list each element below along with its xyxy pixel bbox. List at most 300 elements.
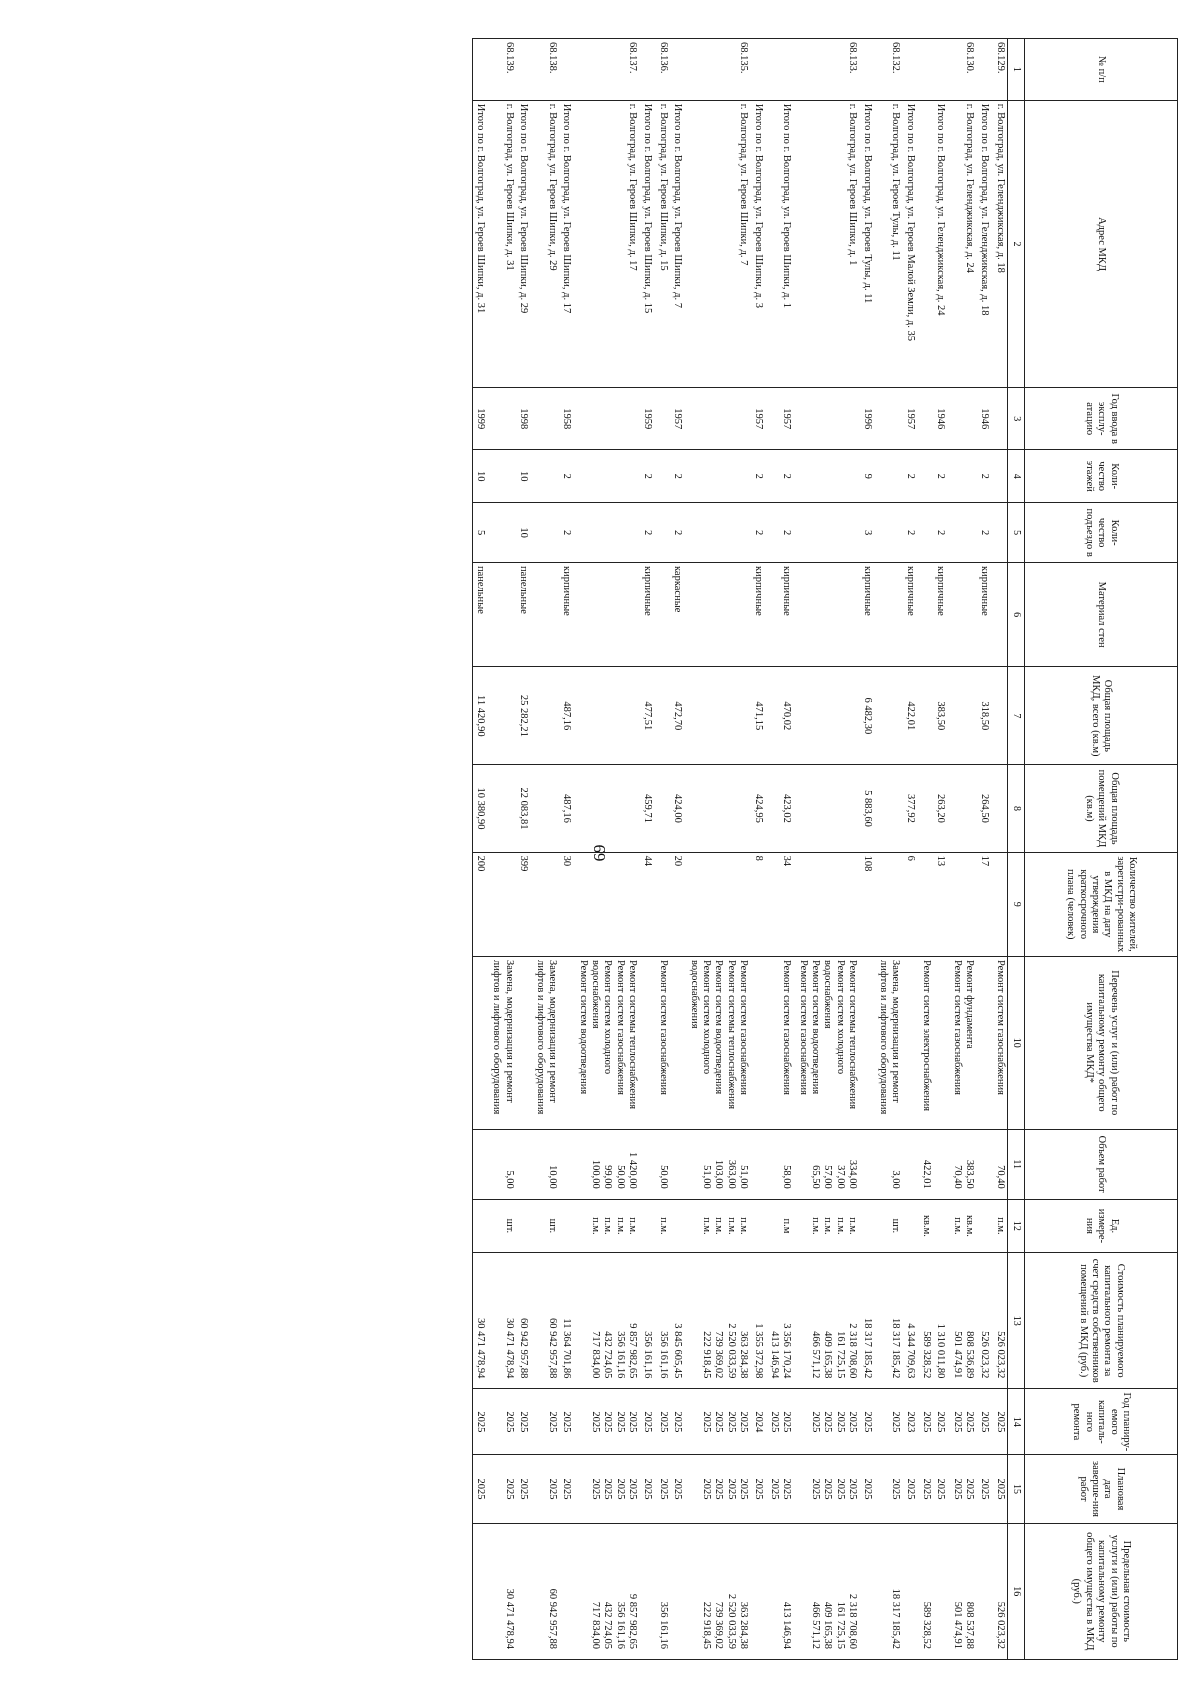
column-header: Ед. измере-ния xyxy=(1025,1199,1178,1252)
year-built-cell: 1957 xyxy=(670,388,686,450)
entrances-cell xyxy=(656,503,670,563)
column-header: Количество жителей, зарегистри-рованных в МКД на дату утверждения краткосрочного плана (человек) xyxy=(1025,852,1178,956)
premises-area-cell: 487,16 xyxy=(559,765,575,852)
planned-year-cell: 2025 xyxy=(559,1389,575,1455)
unit-cell: п.м. п.м. п.м. п.м. xyxy=(686,1199,750,1252)
entrances-cell xyxy=(795,503,859,563)
wall-material-cell: каркасные xyxy=(670,562,686,666)
planned-year-cell: 2025 2025 2025 2025 xyxy=(795,1389,859,1455)
residents-cell: 17 xyxy=(976,852,992,956)
table-header xyxy=(1008,39,1178,1660)
column-number: 11 xyxy=(1008,1129,1025,1199)
wall-material-cell xyxy=(950,562,977,666)
column-number: 5 xyxy=(1008,503,1025,563)
residents-cell xyxy=(919,852,933,956)
planned-year-cell: 2025 2025 2025 2025 xyxy=(686,1389,750,1455)
completion-date-cell: 2025 xyxy=(876,1455,903,1523)
floors-cell xyxy=(876,450,903,503)
work-volume-cell: 50,00 xyxy=(656,1129,670,1199)
total-area-cell xyxy=(795,667,859,765)
planned-year-cell: 2025 xyxy=(876,1389,903,1455)
planned-year-cell: 2025 xyxy=(919,1389,933,1455)
completion-date-cell: 2025 xyxy=(859,1455,875,1523)
year-built-cell xyxy=(532,388,559,450)
residents-cell xyxy=(489,852,516,956)
wall-material-cell xyxy=(876,562,903,666)
floors-cell: 10 xyxy=(516,450,532,503)
year-built-cell: 1957 xyxy=(750,388,766,450)
row-number-cell: 68.139. xyxy=(489,39,516,101)
column-header: № п/п xyxy=(1025,39,1178,101)
planned-year-cell: 2023 xyxy=(902,1389,918,1455)
column-number: 1 xyxy=(1008,39,1025,101)
total-row xyxy=(472,39,489,1660)
premises-area-cell xyxy=(575,765,639,852)
entrances-cell: 2 xyxy=(559,503,575,563)
work-volume-cell xyxy=(670,1129,686,1199)
total-area-cell xyxy=(489,667,516,765)
entrances-cell: 2 xyxy=(767,503,796,563)
work-volume-cell: 58,00 xyxy=(767,1129,796,1199)
residents-cell xyxy=(656,852,670,956)
works-list-cell xyxy=(859,956,875,1129)
entrances-cell: 2 xyxy=(750,503,766,563)
total-row xyxy=(976,39,992,1660)
premises-area-cell: 459,71 xyxy=(639,765,655,852)
premises-area-cell xyxy=(919,765,933,852)
row-number-cell: 68.135. xyxy=(686,39,750,101)
unit-cell xyxy=(750,1199,766,1252)
entrances-cell: 2 xyxy=(976,503,992,563)
unit-cell xyxy=(859,1199,875,1252)
work-volume-cell xyxy=(472,1129,489,1199)
planned-cost-cell: 1 355 372,98 xyxy=(750,1253,766,1389)
premises-area-cell: 10 380,90 xyxy=(472,765,489,852)
residents-cell: 108 xyxy=(859,852,875,956)
address-cell: г. Волгоград, ул. Героев Шипки, д. 31 xyxy=(489,100,516,388)
planned-cost-cell: 30 471 478,94 xyxy=(472,1253,489,1389)
table-row xyxy=(950,39,977,1660)
works-list-cell xyxy=(516,956,532,1129)
year-built-cell xyxy=(489,388,516,450)
column-number: 13 xyxy=(1008,1253,1025,1389)
row-number-cell: 68.138. xyxy=(532,39,559,101)
year-built-cell: 1999 xyxy=(472,388,489,450)
planned-cost-cell: 11 364 701,86 xyxy=(559,1253,575,1389)
address-cell: Итого по г. Волгоград, ул. Героев Шипки, д. 7 xyxy=(670,100,686,388)
premises-area-cell: 264,50 xyxy=(976,765,992,852)
planned-year-cell: 2025 xyxy=(933,1389,949,1455)
table-row xyxy=(489,39,516,1660)
column-number: 3 xyxy=(1008,388,1025,450)
total-area-cell: 470,02 xyxy=(767,667,796,765)
limit-cost-cell xyxy=(902,1523,918,1659)
total-area-cell xyxy=(876,667,903,765)
total-area-cell: 477,51 xyxy=(639,667,655,765)
works-list-cell: Замена, модернизация и ремонт лифтов и лифтового оборудования xyxy=(489,956,516,1129)
table-row xyxy=(656,39,670,1660)
total-row xyxy=(859,39,875,1660)
table-row xyxy=(532,39,559,1660)
completion-date-cell: 2025 2025 2025 2025 xyxy=(795,1455,859,1523)
wall-material-cell xyxy=(489,562,516,666)
column-header: Материал стен xyxy=(1025,562,1178,666)
row-number-cell xyxy=(767,39,796,101)
column-number: 7 xyxy=(1008,667,1025,765)
premises-area-cell xyxy=(993,765,1008,852)
works-list-cell: Замена, модернизация и ремонт лифтов и лифтового оборудования xyxy=(876,956,903,1129)
row-number-cell: 68.132. xyxy=(876,39,903,101)
total-row xyxy=(902,39,918,1660)
year-built-cell: 1998 xyxy=(516,388,532,450)
entrances-cell: 10 xyxy=(516,503,532,563)
works-list-cell: Замена, модернизация и ремонт лифтов и лифтового оборудования xyxy=(532,956,559,1129)
column-number: 4 xyxy=(1008,450,1025,503)
wall-material-cell xyxy=(795,562,859,666)
premises-area-cell xyxy=(686,765,750,852)
column-header: Объем работ xyxy=(1025,1129,1178,1199)
total-area-cell xyxy=(656,667,670,765)
column-header: Предельная стоимость услуги и (или) работы по капитальному ремонту общего имущества в МКД (руб.) xyxy=(1025,1523,1178,1659)
wall-material-cell: кирпичные xyxy=(767,562,796,666)
row-number-cell: 68.133. xyxy=(795,39,859,101)
total-area-cell xyxy=(919,667,933,765)
total-row xyxy=(639,39,655,1660)
total-area-cell: 6 482,30 xyxy=(859,667,875,765)
total-area-cell: 487,16 xyxy=(559,667,575,765)
planned-cost-cell: 18 317 185,42 xyxy=(859,1253,875,1389)
limit-cost-cell xyxy=(750,1523,766,1659)
floors-cell: 9 xyxy=(859,450,875,503)
premises-area-cell: 377,92 xyxy=(902,765,918,852)
wall-material-cell: панельные xyxy=(516,562,532,666)
limit-cost-cell: 356 161,16 xyxy=(656,1523,670,1659)
limit-cost-cell xyxy=(559,1523,575,1659)
work-volume-cell xyxy=(639,1129,655,1199)
planned-cost-cell: 3 845 605,45 xyxy=(670,1253,686,1389)
row-number-cell: 68.137. xyxy=(575,39,639,101)
work-volume-cell: 70,40 xyxy=(993,1129,1008,1199)
address-cell: Итого по г. Волгоград, ул. Героев Малой Земли, д. 35 xyxy=(902,100,918,388)
unit-cell xyxy=(976,1199,992,1252)
completion-date-cell: 2025 2025 xyxy=(950,1455,977,1523)
table-body xyxy=(472,39,1007,1660)
premises-area-cell xyxy=(876,765,903,852)
address-cell: Итого по г. Волгоград, ул. Героев Шипки, д. 1 xyxy=(767,100,796,388)
wall-material-cell xyxy=(993,562,1008,666)
row-number-cell xyxy=(750,39,766,101)
year-built-cell xyxy=(993,388,1008,450)
work-volume-cell: 383,50 70,40 xyxy=(950,1129,977,1199)
premises-area-cell xyxy=(795,765,859,852)
total-row xyxy=(750,39,766,1660)
planned-cost-cell: 526 023,32 xyxy=(993,1253,1008,1389)
total-area-cell: 383,50 xyxy=(933,667,949,765)
premises-area-cell: 22 083,81 xyxy=(516,765,532,852)
unit-cell xyxy=(670,1199,686,1252)
planned-cost-cell: 363 284,38 2 520 033,59 739 369,02 222 918,45 xyxy=(686,1253,750,1389)
total-area-cell xyxy=(575,667,639,765)
floors-cell: 2 xyxy=(976,450,992,503)
total-area-cell xyxy=(950,667,977,765)
total-row xyxy=(559,39,575,1660)
work-volume-cell: 422,01 xyxy=(919,1129,933,1199)
floors-cell xyxy=(532,450,559,503)
address-cell xyxy=(919,100,933,388)
row-number-cell xyxy=(516,39,532,101)
planned-year-cell: 2025 xyxy=(993,1389,1008,1455)
address-cell: Итого по г. Волгоград, ул. Героев Тулы, д. 11 xyxy=(859,100,875,388)
residents-cell: 20 xyxy=(670,852,686,956)
column-header: Адрес МКД xyxy=(1025,100,1178,388)
unit-cell: шт. xyxy=(489,1199,516,1252)
planned-year-cell: 2025 xyxy=(656,1389,670,1455)
work-volume-cell xyxy=(902,1129,918,1199)
address-cell: Итого по г. Волгоград, ул. Героев Шипки, д. 3 xyxy=(750,100,766,388)
planned-year-cell: 2025 xyxy=(670,1389,686,1455)
wall-material-cell: кирпичные xyxy=(902,562,918,666)
residents-cell xyxy=(950,852,977,956)
page-number: 69 xyxy=(590,844,609,862)
address-cell: г. Волгоград, ул. Героев Тулы, д. 11 xyxy=(876,100,903,388)
residents-cell: 8 xyxy=(750,852,766,956)
residents-cell: 399 xyxy=(516,852,532,956)
table-row xyxy=(795,39,859,1660)
year-built-cell: 1957 xyxy=(767,388,796,450)
column-number: 9 xyxy=(1008,852,1025,956)
completion-date-cell: 2025 xyxy=(670,1455,686,1523)
address-cell: г. Волгоград, ул. Героев Шипки, д. 7 xyxy=(686,100,750,388)
residents-cell xyxy=(575,852,639,956)
completion-date-cell: 2025 xyxy=(933,1455,949,1523)
total-area-cell xyxy=(993,667,1008,765)
floors-cell xyxy=(795,450,859,503)
works-list-cell xyxy=(750,956,766,1129)
planned-year-cell: 2024 xyxy=(750,1389,766,1455)
floors-cell: 2 xyxy=(559,450,575,503)
total-area-cell xyxy=(532,667,559,765)
planned-year-cell: 2025 xyxy=(532,1389,559,1455)
total-area-cell: 422,01 xyxy=(902,667,918,765)
limit-cost-cell xyxy=(639,1523,655,1659)
address-cell: Итого по г. Волгоград, ул. Героев Шипки, д. 31 xyxy=(472,100,489,388)
total-area-cell: 25 282,21 xyxy=(516,667,532,765)
limit-cost-cell xyxy=(516,1523,532,1659)
planned-cost-cell: 356 161,16 xyxy=(656,1253,670,1389)
entrances-cell xyxy=(919,503,933,563)
planned-cost-cell: 589 328,52 xyxy=(919,1253,933,1389)
unit-cell xyxy=(902,1199,918,1252)
entrances-cell: 5 xyxy=(472,503,489,563)
premises-area-cell: 5 883,60 xyxy=(859,765,875,852)
total-area-cell: 318,50 xyxy=(976,667,992,765)
entrances-cell: 2 xyxy=(933,503,949,563)
works-list-cell xyxy=(933,956,949,1129)
planned-cost-cell: 9 857 982,65 356 161,16 432 724,05 717 834,00 xyxy=(575,1253,639,1389)
entrances-cell: 2 xyxy=(902,503,918,563)
wall-material-cell: кирпичные xyxy=(933,562,949,666)
row-number-cell xyxy=(859,39,875,101)
unit-cell: кв.м. п.м. xyxy=(950,1199,977,1252)
completion-date-cell: 2025 2025 xyxy=(767,1455,796,1523)
wall-material-cell xyxy=(532,562,559,666)
planned-cost-cell: 4 344 709,63 xyxy=(902,1253,918,1389)
floors-cell xyxy=(489,450,516,503)
address-cell: Итого по г. Волгоград, ул. Героев Шипки, д. 29 xyxy=(516,100,532,388)
entrances-cell xyxy=(532,503,559,563)
limit-cost-cell: 18 317 185,42 xyxy=(876,1523,903,1659)
planned-year-cell: 2025 xyxy=(859,1389,875,1455)
works-list-cell: Ремонт систем газоснабжения xyxy=(993,956,1008,1129)
unit-cell xyxy=(472,1199,489,1252)
residents-cell xyxy=(876,852,903,956)
table-row xyxy=(575,39,639,1660)
header-row xyxy=(1025,39,1178,1660)
total-area-cell: 11 420,90 xyxy=(472,667,489,765)
row-number-cell: 68.130. xyxy=(950,39,977,101)
limit-cost-cell: 808 537,88 501 474,91 xyxy=(950,1523,977,1659)
works-list-cell xyxy=(670,956,686,1129)
wall-material-cell: кирпичные xyxy=(976,562,992,666)
completion-date-cell: 2025 xyxy=(489,1455,516,1523)
column-number: 15 xyxy=(1008,1455,1025,1523)
entrances-cell xyxy=(950,503,977,563)
unit-cell: п.м. п.м. п.м. п.м. xyxy=(795,1199,859,1252)
work-volume-cell xyxy=(933,1129,949,1199)
work-volume-cell: 10,00 xyxy=(532,1129,559,1199)
limit-cost-cell xyxy=(670,1523,686,1659)
column-number: 8 xyxy=(1008,765,1025,852)
total-row xyxy=(933,39,949,1660)
total-row xyxy=(767,39,796,1660)
planned-year-cell: 2025 2025 xyxy=(767,1389,796,1455)
floors-cell xyxy=(950,450,977,503)
wall-material-cell: кирпичные xyxy=(859,562,875,666)
year-built-cell xyxy=(919,388,933,450)
limit-cost-cell: 363 284,38 2 520 033,59 739 369,02 222 918,45 xyxy=(686,1523,750,1659)
wall-material-cell xyxy=(919,562,933,666)
planned-cost-cell: 30 471 478,94 xyxy=(489,1253,516,1389)
floors-cell: 2 xyxy=(902,450,918,503)
row-number-cell xyxy=(472,39,489,101)
address-cell: г. Волгоград, ул. Героев Шипки, д. 15 xyxy=(656,100,670,388)
year-built-cell: 1946 xyxy=(976,388,992,450)
total-area-cell xyxy=(686,667,750,765)
residents-cell: 13 xyxy=(933,852,949,956)
column-number: 16 xyxy=(1008,1523,1025,1659)
row-number-cell xyxy=(670,39,686,101)
table-row xyxy=(686,39,750,1660)
works-list-cell xyxy=(976,956,992,1129)
limit-cost-cell: 413 146,94 xyxy=(767,1523,796,1659)
completion-date-cell: 2025 2025 2025 2025 xyxy=(575,1455,639,1523)
row-number-cell xyxy=(976,39,992,101)
planned-year-cell: 2025 xyxy=(976,1389,992,1455)
entrances-cell: 2 xyxy=(639,503,655,563)
floors-cell xyxy=(993,450,1008,503)
unit-cell: кв.м. xyxy=(919,1199,933,1252)
entrances-cell: 3 xyxy=(859,503,875,563)
entrances-cell xyxy=(876,503,903,563)
floors-cell: 2 xyxy=(670,450,686,503)
unit-cell: п.м. п.м. п.м. п.м. xyxy=(575,1199,639,1252)
address-cell: г. Волгоград, ул. Геленджикская, д. 18 xyxy=(993,100,1008,388)
total-row xyxy=(516,39,532,1660)
work-volume-cell xyxy=(516,1129,532,1199)
year-built-cell: 1957 xyxy=(902,388,918,450)
premises-area-cell: 263,20 xyxy=(933,765,949,852)
work-volume-cell: 334,00 37,00 57,00 65,50 xyxy=(795,1129,859,1199)
premises-area-cell: 424,00 xyxy=(670,765,686,852)
completion-date-cell: 2025 xyxy=(656,1455,670,1523)
work-volume-cell xyxy=(750,1129,766,1199)
premises-area-cell xyxy=(950,765,977,852)
works-list-cell: Ремонт систем газоснабжения xyxy=(656,956,670,1129)
column-header: Коли-чество этажей xyxy=(1025,450,1178,503)
wall-material-cell: панельные xyxy=(472,562,489,666)
address-cell: Итого по г. Волгоград, ул. Героев Шипки, д. 17 xyxy=(559,100,575,388)
unit-cell: шт. xyxy=(532,1199,559,1252)
year-built-cell xyxy=(950,388,977,450)
total-area-cell: 472,70 xyxy=(670,667,686,765)
premises-area-cell xyxy=(656,765,670,852)
column-header: Год ввода в эксплу-атацию xyxy=(1025,388,1178,450)
address-cell: г. Волгоград, ул. Героев Шипки, д. 1 xyxy=(795,100,859,388)
works-list-cell: Ремонт систем газоснабжения Ремонт системы теплоснабжения Ремонт систем водоотведения Ремонт систем холодного водоснабжения xyxy=(686,956,750,1129)
works-list-cell: Ремонт систем электроснабжения xyxy=(919,956,933,1129)
floors-cell xyxy=(686,450,750,503)
works-list-cell: Ремонт фундамента Ремонт систем газоснабжения xyxy=(950,956,977,1129)
year-built-cell: 1996 xyxy=(859,388,875,450)
floors-cell xyxy=(575,450,639,503)
column-header: Плановая дата заверше-ния работ xyxy=(1025,1455,1178,1523)
column-number: 6 xyxy=(1008,562,1025,666)
premises-area-cell xyxy=(532,765,559,852)
entrances-cell xyxy=(686,503,750,563)
column-header: Общая площадь помещений МКД (кв.м) xyxy=(1025,765,1178,852)
planned-cost-cell: 3 356 170,24 413 146,94 xyxy=(767,1253,796,1389)
completion-date-cell: 2025 xyxy=(516,1455,532,1523)
planned-year-cell: 2025 xyxy=(639,1389,655,1455)
residents-cell: 44 xyxy=(639,852,655,956)
year-built-cell xyxy=(795,388,859,450)
works-list-cell: Ремонт системы теплоснабжения Ремонт систем газоснабжения Ремонт систем холодного водоснабжения Ремонт систем водоотведения xyxy=(575,956,639,1129)
premises-area-cell xyxy=(489,765,516,852)
row-number-cell xyxy=(559,39,575,101)
wall-material-cell: кирпичные xyxy=(639,562,655,666)
work-volume-cell: 51,00 363,00 103,00 51,00 xyxy=(686,1129,750,1199)
column-header: Коли-чество подъездо в xyxy=(1025,503,1178,563)
limit-cost-cell xyxy=(976,1523,992,1659)
year-built-cell: 1958 xyxy=(559,388,575,450)
total-row xyxy=(670,39,686,1660)
completion-date-cell: 2025 xyxy=(902,1455,918,1523)
floors-cell: 2 xyxy=(767,450,796,503)
residents-cell xyxy=(795,852,859,956)
unit-cell: п.м xyxy=(767,1199,796,1252)
row-number-cell xyxy=(639,39,655,101)
planned-year-cell: 2025 xyxy=(489,1389,516,1455)
wall-material-cell xyxy=(686,562,750,666)
entrances-cell xyxy=(993,503,1008,563)
address-cell: г. Волгоград, ул. Геленджикская, д. 24 xyxy=(950,100,977,388)
completion-date-cell: 2025 xyxy=(532,1455,559,1523)
year-built-cell xyxy=(575,388,639,450)
planned-cost-cell: 356 161,16 xyxy=(639,1253,655,1389)
unit-cell: п.м. xyxy=(656,1199,670,1252)
address-cell: г. Волгоград, ул. Героев Шипки, д. 29 xyxy=(532,100,559,388)
completion-date-cell: 2025 2025 2025 2025 xyxy=(686,1455,750,1523)
